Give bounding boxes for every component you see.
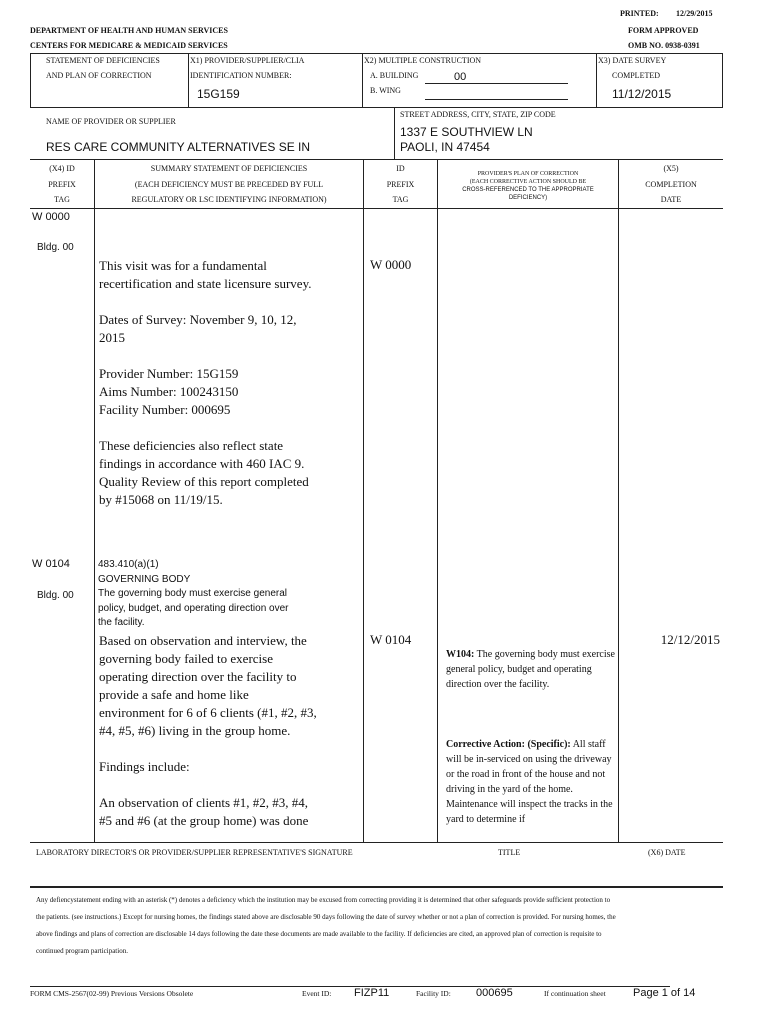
building-label: A. BUILDING — [370, 71, 419, 80]
rule — [363, 159, 364, 842]
provider-id-value: 15G159 — [197, 87, 240, 101]
rule — [618, 159, 619, 842]
statement-label-1: STATEMENT OF DEFICIENCIES — [46, 56, 160, 65]
rule — [30, 986, 670, 987]
page-number: Page 1 of 14 — [633, 987, 696, 999]
department-title: DEPARTMENT OF HEALTH AND HUMAN SERVICES — [30, 26, 228, 35]
rule — [30, 842, 723, 843]
corrective-action — [446, 737, 616, 827]
entry-tag: W 0000 — [32, 211, 70, 223]
rule — [30, 107, 723, 108]
x4-header-2: PREFIX — [48, 180, 76, 189]
form-approved: FORM APPROVED — [628, 26, 699, 35]
date-survey-value: 11/12/2015 — [612, 87, 672, 101]
regulation-text: 483.410(a)(1) GOVERNING BODY The governing body must exercise general policy, budget, and operating direction over the facility. — [98, 559, 289, 628]
building-value: 00 — [454, 71, 467, 83]
plan-of-correction-1 — [446, 647, 616, 692]
disclaimer-text: Any defiencystatement ending with an asterisk (*) denotes a deficiency which the institution may be excused from correcting providing it is determined that other safeguards provide sufficient protection to the patients. (see instructions.) Except for nursing homes, the findings stated above are disclosable 90 days following the date of survey whether or not a plan of correction is provided. For nursing homes, the above findings and plans of correction are disclosable 14 days following the date these documents are made available to the facility. If deficiencies are cited, an approved plan of correction is requisite to continued program participation. — [36, 896, 616, 955]
building-tag: Bldg. 00 — [37, 242, 74, 253]
plan-header-4: DEFICIENCY) — [508, 195, 548, 201]
address-line-2: PAOLI, IN 47454 — [400, 140, 490, 154]
date-label: (X6) DATE — [648, 848, 686, 857]
plan-header-2: (EACH CORRECTIVE ACTION SHOULD BE — [469, 179, 587, 185]
x5-header-1: (X5) — [663, 164, 679, 173]
plan-id-tag: W 0000 — [370, 257, 412, 272]
corrective-action-label: Corrective Action: (Specific): — [446, 739, 571, 750]
rule — [30, 886, 723, 888]
rule — [188, 53, 189, 107]
building-underline — [425, 83, 568, 84]
entry-tag: W 0104 — [32, 558, 70, 570]
continuation-label: If continuation sheet — [544, 989, 606, 998]
deficiency-text: Based on observation and interview, the governing body failed to exercise operating direction over the facility to provide a safe and home like environment for 6 of 6 clients (#1, #2, #3, #4, #5, #6) living in the group home. Findings include: An observation of clients #1, #2, #3, #4, #5 and #6 (at the group home) was done — [99, 633, 317, 828]
provider-name-label: NAME OF PROVIDER OR SUPPLIER — [46, 117, 176, 126]
summary-header-3: REGULATORY OR LSC IDENTIFYING INFORMATION) — [131, 195, 327, 204]
event-id-value: FIZP11 — [354, 987, 390, 999]
cms-title: CENTERS FOR MEDICARE & MEDICAID SERVICES — [30, 41, 228, 50]
rule — [722, 53, 723, 107]
rule — [362, 53, 363, 107]
provider-name-value: RES CARE COMMUNITY ALTERNATIVES SE IN — [46, 140, 311, 154]
statement-label-2: AND PLAN OF CORRECTION — [46, 71, 152, 80]
rule — [30, 208, 723, 209]
plan-text: The governing body must exercise general policy, budget and operating direction over the facility. — [446, 649, 615, 690]
provider-id-label-1: X1) PROVIDER/SUPPLIER/CLIA — [190, 56, 305, 65]
multiple-construction-label: X2) MULTIPLE CONSTRUCTION — [364, 56, 482, 65]
printed-date: 12/29/2015 — [676, 9, 713, 18]
date-survey-label-2: COMPLETED — [612, 71, 660, 80]
id-header-3: TAG — [392, 195, 409, 204]
plan-header-3: CROSS-REFERENCED TO THE APPROPRIATE — [462, 187, 594, 193]
rule — [30, 53, 31, 107]
facility-id-label: Facility ID: — [416, 989, 451, 998]
rule — [30, 159, 723, 160]
wing-underline — [425, 99, 568, 100]
signature-label: LABORATORY DIRECTOR'S OR PROVIDER/SUPPLIER REPRESENTATIVE'S SIGNATURE — [36, 848, 353, 857]
omb-number: OMB NO. 0938-0391 — [628, 41, 700, 50]
rule — [394, 107, 395, 159]
id-header-2: PREFIX — [386, 180, 415, 189]
corrective-action-text: All staff will be in-serviced on using the driveway or the road in front of the house and not driving in the yard of the home. Maintenance will inspect the tracks in the yard to determine if — [446, 739, 613, 825]
rule — [94, 159, 95, 842]
title-label: TITLE — [498, 848, 521, 857]
rule — [596, 53, 597, 107]
summary-header-1: SUMMARY STATEMENT OF DEFICIENCIES — [150, 164, 308, 173]
rule — [437, 159, 438, 842]
completion-date: 12/12/2015 — [660, 632, 720, 647]
x4-header-1: (X4) ID — [49, 164, 75, 173]
x4-header-3: TAG — [54, 195, 70, 204]
plan-header-1: PROVIDER'S PLAN OF CORRECTION — [477, 171, 579, 177]
building-tag: Bldg. 00 — [37, 590, 74, 601]
address-label: STREET ADDRESS, CITY, STATE, ZIP CODE — [400, 110, 556, 119]
event-id-label: Event ID: — [302, 989, 332, 998]
plan-tag-bold: W104: — [446, 649, 475, 660]
address-line-1: 1337 E SOUTHVIEW LN — [400, 125, 533, 139]
summary-header-2: (EACH DEFICIENCY MUST BE PRECEDED BY FULL — [134, 180, 324, 189]
form-id: FORM CMS-2567(02-99) Previous Versions Obsolete — [30, 989, 194, 998]
deficiency-text: This visit was for a fundamental recertification and state licensure survey. Dates of Survey: November 9, 10, 12, 2015 Provider Number: 15G159 Aims Number: 100243150 Facility Number: 000695 These deficiencies also reflect state findings in accordance with 460 IAC 9. Quality Review of this report completed by #15068 on 11/19/15. — [99, 258, 312, 507]
x5-header-3: DATE — [660, 195, 682, 204]
x5-header-2: COMPLETION — [645, 180, 697, 189]
date-survey-label-1: X3) DATE SURVEY — [598, 56, 667, 65]
facility-id-value: 000695 — [476, 987, 513, 999]
plan-id-tag: W 0104 — [370, 632, 412, 647]
printed-label: PRINTED: — [620, 9, 659, 18]
id-header-1: ID — [396, 164, 405, 173]
wing-label: B. WING — [370, 86, 401, 95]
rule — [30, 53, 723, 54]
provider-id-label-2: IDENTIFICATION NUMBER: — [190, 71, 292, 80]
